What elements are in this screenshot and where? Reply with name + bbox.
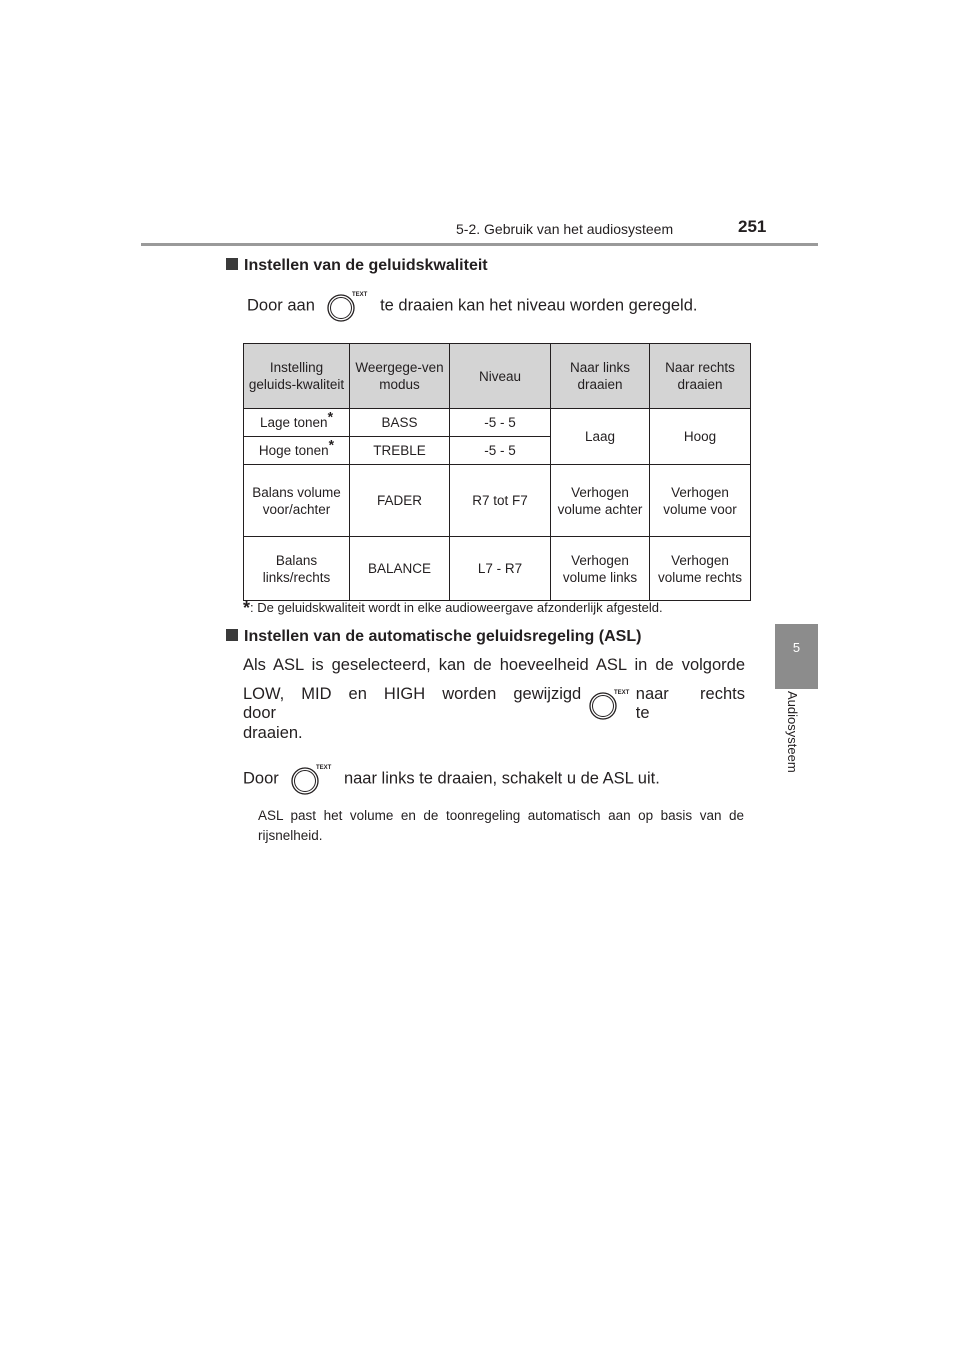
tune-knob-icon — [587, 687, 630, 721]
table-cell: Balans volume voor/achter — [244, 465, 350, 537]
table-cell: Hoog — [650, 409, 751, 465]
header-divider — [141, 243, 818, 246]
chapter-tab — [775, 624, 818, 689]
table-footnote — [243, 596, 663, 617]
table-header-row — [244, 344, 751, 409]
chapter-number: 5 — [792, 640, 801, 655]
table-cell: -5 - 5 — [450, 409, 551, 437]
asl-line-2-start: LOW, MID en HIGH worden gewijzigd door — [243, 685, 582, 722]
instruction-text-end: te draaien kan het niveau worden geregeld. — [380, 296, 698, 315]
table-cell: Verhogen volume rechts — [650, 537, 751, 601]
table-cell: FADER — [350, 465, 450, 537]
asl-line-4 — [243, 762, 660, 796]
asl-line-2-end: naar rechts te — [635, 685, 745, 722]
column-header: Naar links draaien — [551, 344, 650, 409]
table-cell: BASS — [350, 409, 450, 437]
footnote-text: : De geluidskwaliteit wordt in elke audioweergave afzonderlijk afgesteld. — [250, 600, 663, 615]
table-cell: Verhogen volume achter — [551, 465, 650, 537]
column-header: Weergege-ven modus — [350, 344, 450, 409]
page-number: 251 — [738, 217, 767, 236]
asl-line-4-end: naar links te draaien, schakelt u de ASL uit. — [343, 769, 660, 788]
table-cell: TREBLE — [350, 437, 450, 465]
bullet-square-icon — [226, 258, 238, 270]
asl-note: ASL past het volume en de toonregeling automatisch aan op basis van de rijsnelheid. — [258, 808, 744, 843]
table-row — [244, 465, 751, 537]
table-cell: Balans links/rechts — [244, 537, 350, 601]
chapter-label: Audiosysteem — [785, 691, 800, 773]
column-header: Niveau — [450, 344, 551, 409]
asl-line-3: draaien. — [243, 724, 303, 742]
table-cell: Lage tonen* — [244, 409, 350, 437]
asterisk-mark: * — [328, 436, 335, 453]
table-cell: Verhogen volume voor — [650, 465, 751, 537]
knob-label: TEXT — [614, 690, 630, 696]
bullet-square-icon — [226, 629, 238, 641]
table-row — [244, 409, 751, 437]
column-header: Naar rechts draaien — [650, 344, 751, 409]
section-heading-text: Instellen van de geluidskwaliteit — [244, 257, 488, 274]
header-section-title: 5-2. Gebruik van het audiosysteem — [456, 221, 674, 237]
table-cell: Hoge tonen* — [244, 437, 350, 465]
section-heading-text: Instellen van de automatische geluidsregeling (ASL) — [244, 628, 642, 645]
knob-label: TEXT — [316, 765, 332, 771]
table-cell: -5 - 5 — [450, 437, 551, 465]
table-cell: R7 tot F7 — [450, 465, 551, 537]
section-heading-asl — [226, 628, 641, 646]
asterisk-mark: * — [327, 408, 334, 425]
tune-knob-icon — [325, 289, 369, 323]
knob-label: TEXT — [352, 292, 368, 298]
section-heading-sound-quality — [226, 257, 488, 275]
asl-line-4-start: Door — [243, 769, 279, 788]
asl-line-1: Als ASL is geselecteerd, kan de hoeveelheid ASL in de volgorde — [243, 656, 745, 674]
instruction-text-start: Door aan — [247, 296, 315, 315]
table-cell: BALANCE — [350, 537, 450, 601]
sound-settings-table — [243, 343, 751, 601]
table-row — [244, 537, 751, 601]
column-header: Instelling geluids-kwaliteit — [244, 344, 350, 409]
footnote-asterisk: * — [243, 598, 251, 618]
asl-line-2 — [243, 685, 745, 723]
table-cell: Laag — [551, 409, 650, 465]
tune-knob-icon — [289, 762, 333, 796]
section1-instruction — [247, 289, 697, 323]
table-cell: L7 - R7 — [450, 537, 551, 601]
table-cell: Verhogen volume links — [551, 537, 650, 601]
